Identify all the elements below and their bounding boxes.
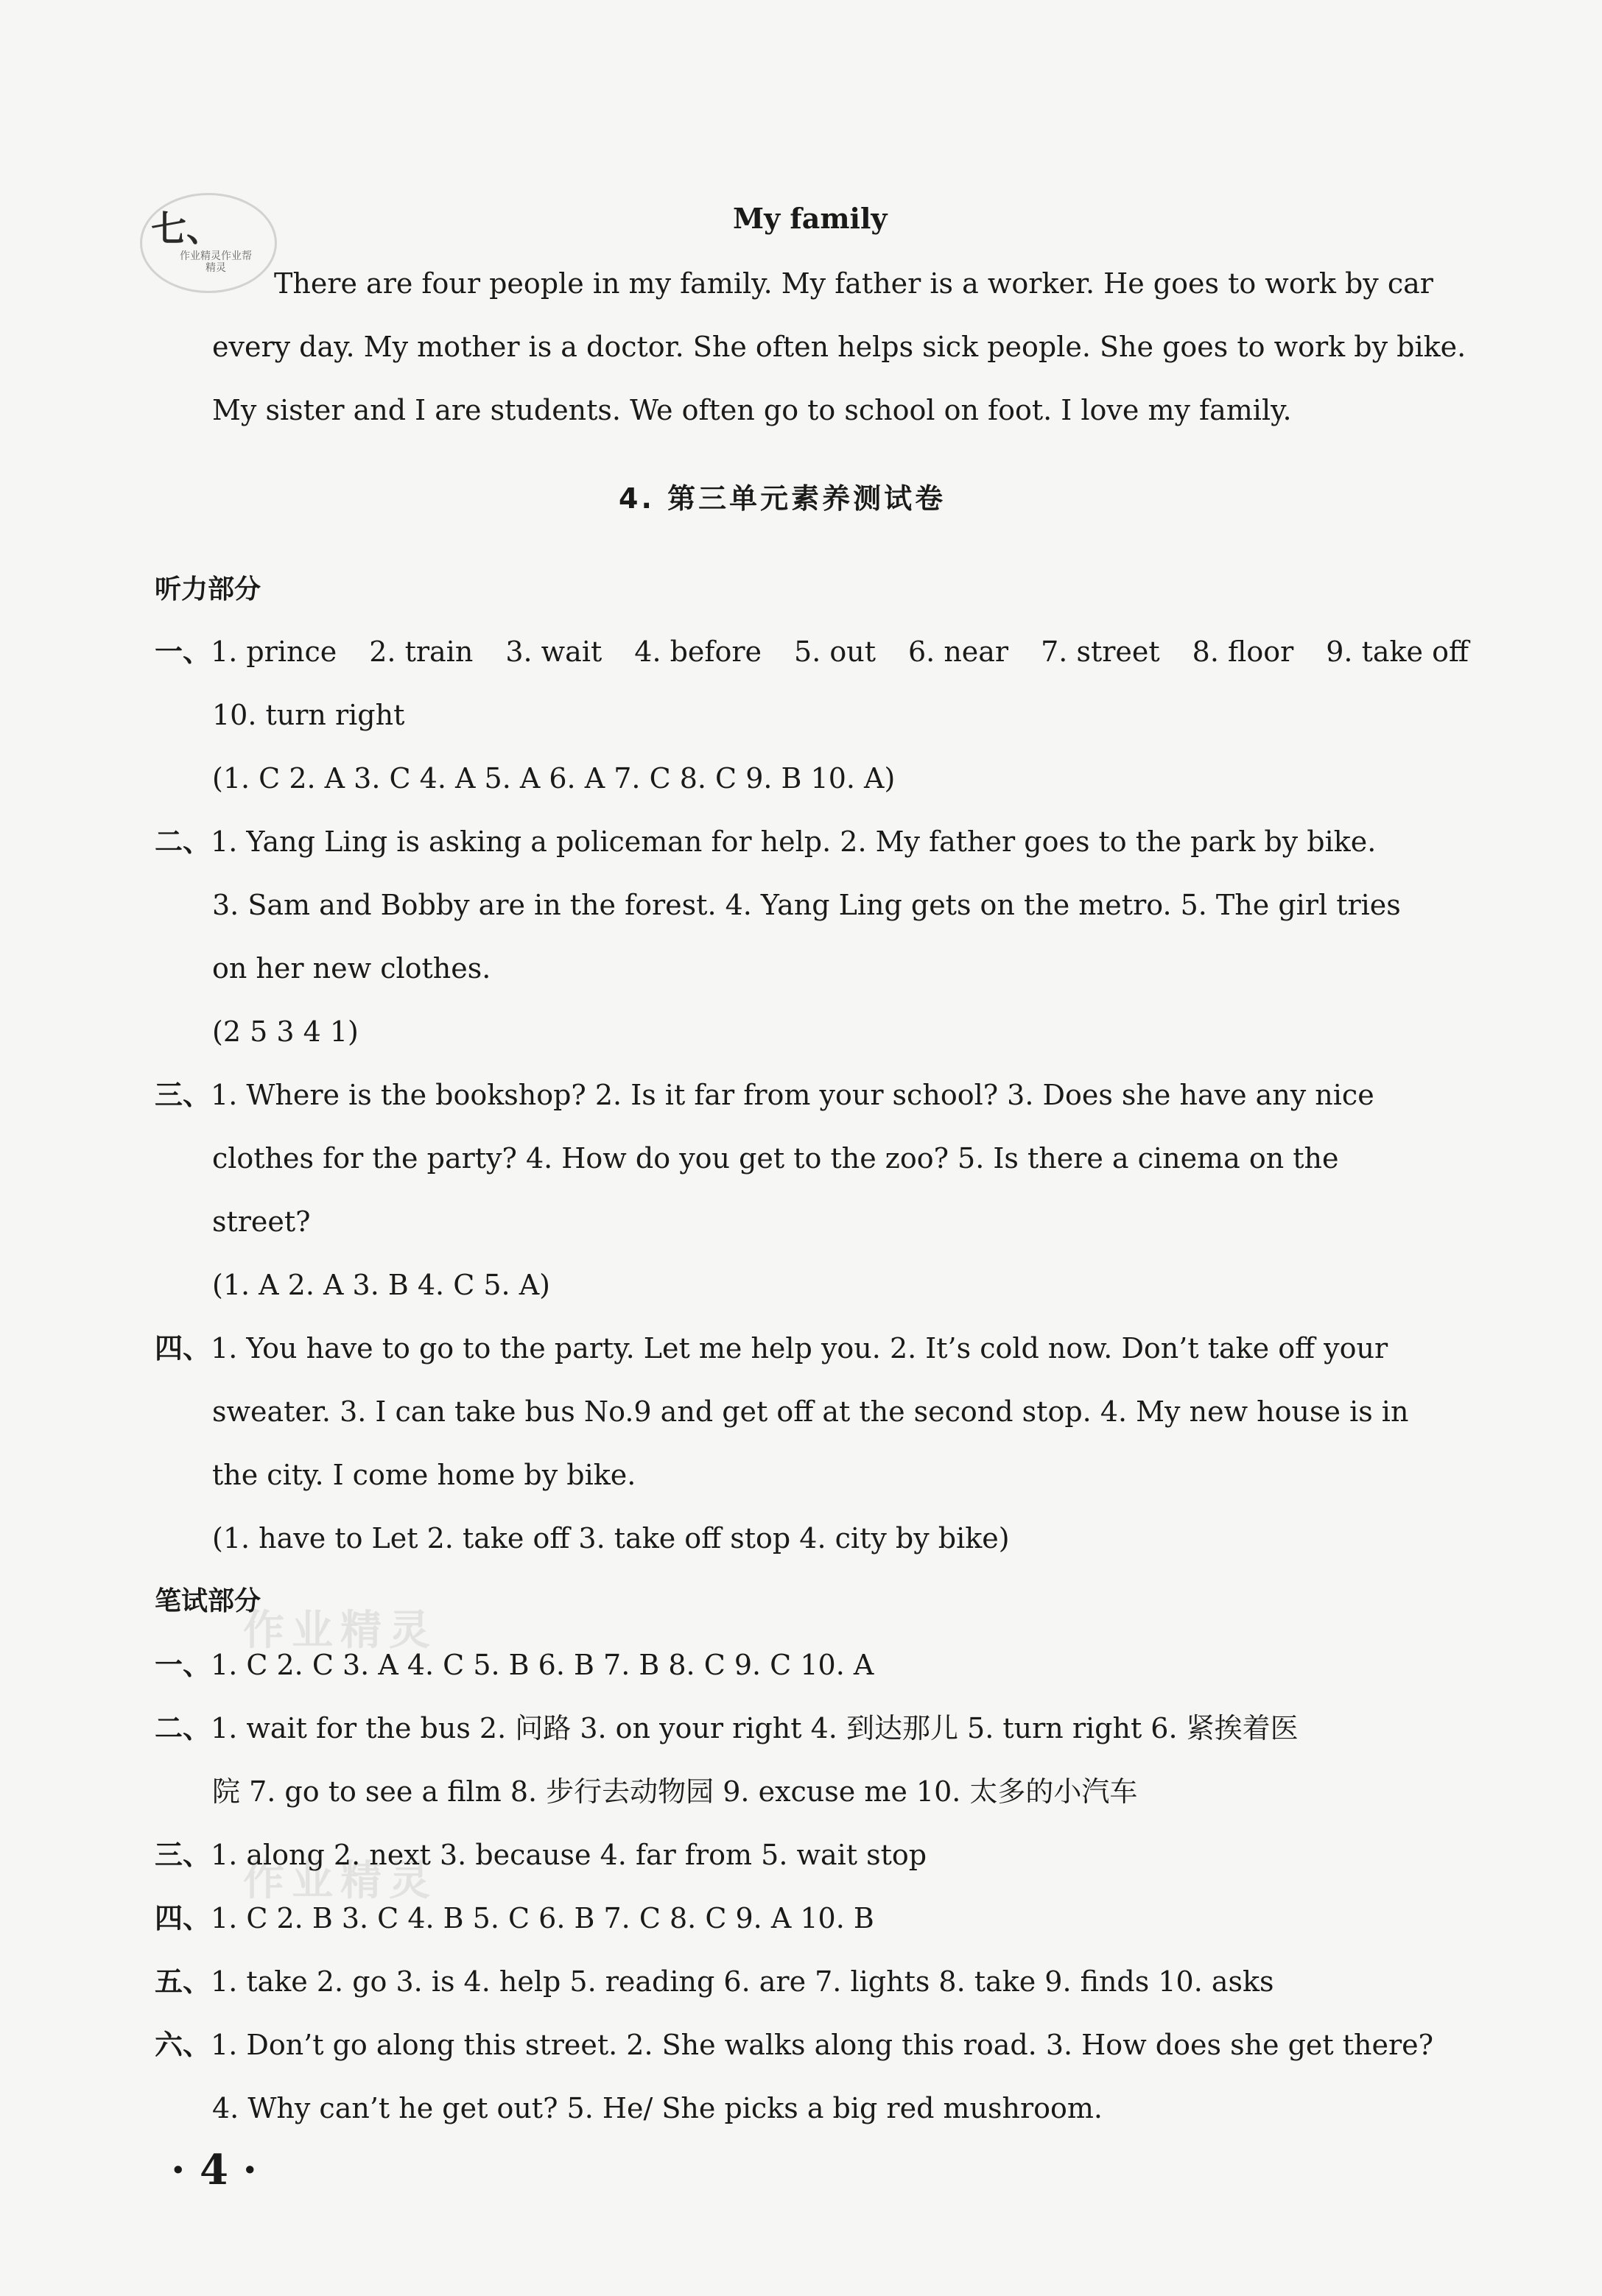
listening-q4-line2: sweater. 3. I can take bus No.9 and get off at the second stop. 4. My new house is in	[212, 1395, 1409, 1428]
written-q3-text: 1. along 2. next 3. because 4. far from 5. wait stop	[211, 1839, 927, 1871]
essay-line-2: every day. My mother is a doctor. She often helps sick people. She goes to work by bike.	[212, 331, 1466, 363]
written-q5-text: 1. take 2. go 3. is 4. help 5. reading 6. are 7. lights 8. take 9. finds 10. asks	[211, 1965, 1274, 1998]
listening-q4-line3: the city. I come home by bike.	[212, 1459, 636, 1491]
written-q3-marker: 三、	[155, 1839, 211, 1871]
listening-q3-line2: clothes for the party? 4. How do you get to the zoo? 5. Is there a cinema on the	[212, 1142, 1339, 1175]
listening-q1-answers: (1. C 2. A 3. C 4. A 5. A 6. A 7. C 8. C 9. B 10. A)	[212, 762, 896, 795]
list-item: 3. wait	[505, 635, 602, 668]
listening-q1-line1	[155, 633, 1469, 670]
list-item: 4. before	[634, 635, 762, 668]
written-q5-marker: 五、	[155, 1965, 211, 1998]
listening-q3-text: 1. Where is the bookshop? 2. Is it far from your school? 3. Does she have any nice	[211, 1079, 1374, 1111]
list-item: 9. take off	[1326, 635, 1469, 668]
watermark: 作业精灵	[243, 1607, 438, 1655]
written-q1-text: 1. C 2. C 3. A 4. C 5. B 6. B 7. B 8. C 9. C 10. A	[211, 1649, 874, 1681]
list-item: 1. prince	[211, 635, 337, 668]
listening-q1-marker: 一、	[155, 635, 211, 668]
listening-q1-item10: 10. turn right	[212, 699, 405, 731]
listening-q3-line1	[155, 1077, 1374, 1113]
listening-q4-line1	[155, 1330, 1388, 1367]
listening-heading: 听力部分	[155, 574, 261, 605]
written-q2-line2: 院 7. go to see a film 8. 步行去动物园 9. excuse me 10. 太多的小汽车	[212, 1775, 1138, 1808]
essay-line-3: My sister and I are students. We often go to school on foot. I love my family.	[212, 394, 1292, 426]
listening-q4-text: 1. You have to go to the party. Let me help you. 2. It’s cold now. Don’t take off your	[211, 1332, 1388, 1364]
page-number: · 4 ·	[171, 2146, 257, 2194]
written-q5	[155, 1963, 1274, 2000]
list-item: 6. near	[907, 635, 1009, 668]
list-item: 2. train	[369, 635, 474, 668]
written-heading: 笔试部分	[155, 1586, 261, 1616]
listening-q4-answers: (1. have to Let 2. take off 3. take off stop 4. city by bike)	[212, 1522, 1010, 1554]
written-q2-marker: 二、	[155, 1712, 211, 1744]
written-q6-marker: 六、	[155, 2029, 211, 2061]
listening-q2-line1	[155, 823, 1376, 860]
listening-q3-line3: street?	[212, 1205, 311, 1238]
test-title: 4. 第三单元素养测试卷	[619, 482, 946, 515]
written-q6-line1	[155, 2026, 1433, 2063]
essay-line-1: There are four people in my family. My father is a worker. He goes to work by car	[274, 267, 1433, 300]
list-item: 7. street	[1041, 635, 1160, 668]
listening-q3-answers: (1. A 2. A 3. B 4. C 5. A)	[212, 1269, 550, 1301]
listening-q2-marker: 二、	[155, 825, 211, 858]
essay-title: My family	[733, 202, 888, 235]
stamp-text: 作业精灵作业帮 精灵	[180, 250, 252, 274]
listening-q2-text: 1. Yang Ling is asking a policeman for help. 2. My father goes to the park by bike.	[211, 825, 1377, 858]
essay-marker: 七、	[151, 208, 222, 250]
watermark: 作业精灵	[243, 1857, 438, 1905]
listening-q2-line2: 3. Sam and Bobby are in the forest. 4. Yang Ling gets on the metro. 5. The girl tries	[212, 889, 1401, 921]
list-item: 5. out	[794, 635, 876, 668]
listening-q2-answers: (2 5 3 4 1)	[212, 1015, 359, 1048]
listening-q3-marker: 三、	[155, 1079, 211, 1111]
listening-q2-line3: on her new clothes.	[212, 952, 491, 985]
written-q2-text: 1. wait for the bus 2. 问路 3. on your right 4. 到达那儿 5. turn right 6. 紧挨着医	[211, 1712, 1299, 1744]
written-q4-text: 1. C 2. B 3. C 4. B 5. C 6. B 7. C 8. C 9. A 10. B	[211, 1902, 874, 1934]
list-item: 8. floor	[1192, 635, 1294, 668]
written-q6-text: 1. Don’t go along this street. 2. She walks along this road. 3. How does she get there?	[211, 2029, 1434, 2061]
written-q2-line1	[155, 1710, 1299, 1747]
listening-q4-marker: 四、	[155, 1332, 211, 1364]
written-q6-line2: 4. Why can’t he get out? 5. He/ She picks a big red mushroom.	[212, 2092, 1103, 2124]
written-q1-marker: 一、	[155, 1649, 211, 1681]
written-q4-marker: 四、	[155, 1902, 211, 1934]
